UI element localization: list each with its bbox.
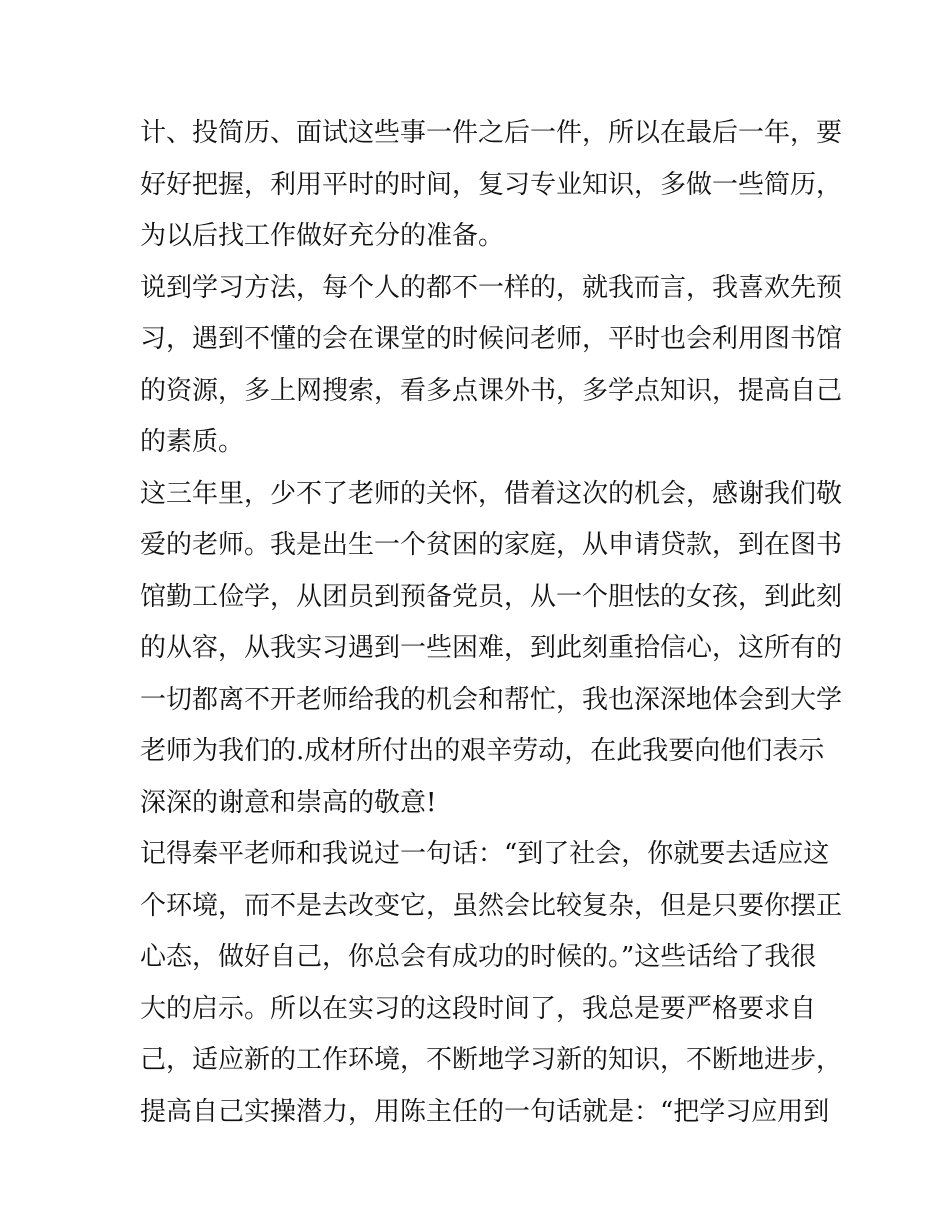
text-line: 为以后找工作做好充分的准备。	[140, 221, 505, 251]
text-line: 馆勤工俭学，从团员到预备党员，从一个胆怯的女孩，到此刻	[140, 581, 843, 612]
text-line: 大的启示。所以在实习的这段时间了，我总是要严格要求自	[140, 993, 817, 1024]
text-line: 爱的老师。我是出生一个贫困的家庭，从申请贷款，到在图书	[140, 530, 843, 560]
text-line: 这三年里，少不了老师的关怀，借着这次的机会，感谢我们敬	[140, 478, 843, 509]
text-line: 提高自己实操潜力，用陈主任的一句话就是：“把学习应用到	[140, 1096, 830, 1127]
text-line: 习，遇到不懂的会在课堂的时候问老师，平时也会利用图书馆	[140, 324, 843, 354]
document-body	[140, 108, 843, 1138]
text-line: 深深的谢意和崇高的敬意!	[140, 787, 437, 818]
text-line: 的素质。	[140, 427, 245, 457]
text-line: 的从容，从我实习遇到一些困难，到此刻重拾信心，这所有的	[140, 633, 843, 663]
text-line: 心态，做好自己，你总会有成功的时候的。”这些话给了我很	[140, 942, 817, 972]
text-line: 记得秦平老师和我说过一句话：“到了社会，你就要去适应这	[140, 839, 830, 869]
text-line: 一切都离不开老师给我的机会和帮忙，我也深深地体会到大学	[140, 684, 843, 715]
text-line: 老师为我们的.成材所付出的艰辛劳动，在此我要向他们表示	[140, 736, 825, 766]
text-line: 好好把握，利用平时的时间，复习专业知识，多做一些简历，	[140, 169, 843, 200]
text-line: 说到学习方法，每个人的都不一样的，就我而言，我喜欢先预	[140, 272, 843, 303]
text-line: 的资源，多上网搜索，看多点课外书，多学点知识，提高自己	[140, 375, 843, 406]
text-line: 个环境，而不是去改变它，虽然会比较复杂，但是只要你摆正	[140, 890, 843, 921]
text-line: 己，适应新的工作环境，不断地学习新的知识，不断地进步，	[140, 1045, 843, 1075]
text-line: 计、投简历、面试这些事一件之后一件，所以在最后一年，要	[140, 118, 843, 148]
